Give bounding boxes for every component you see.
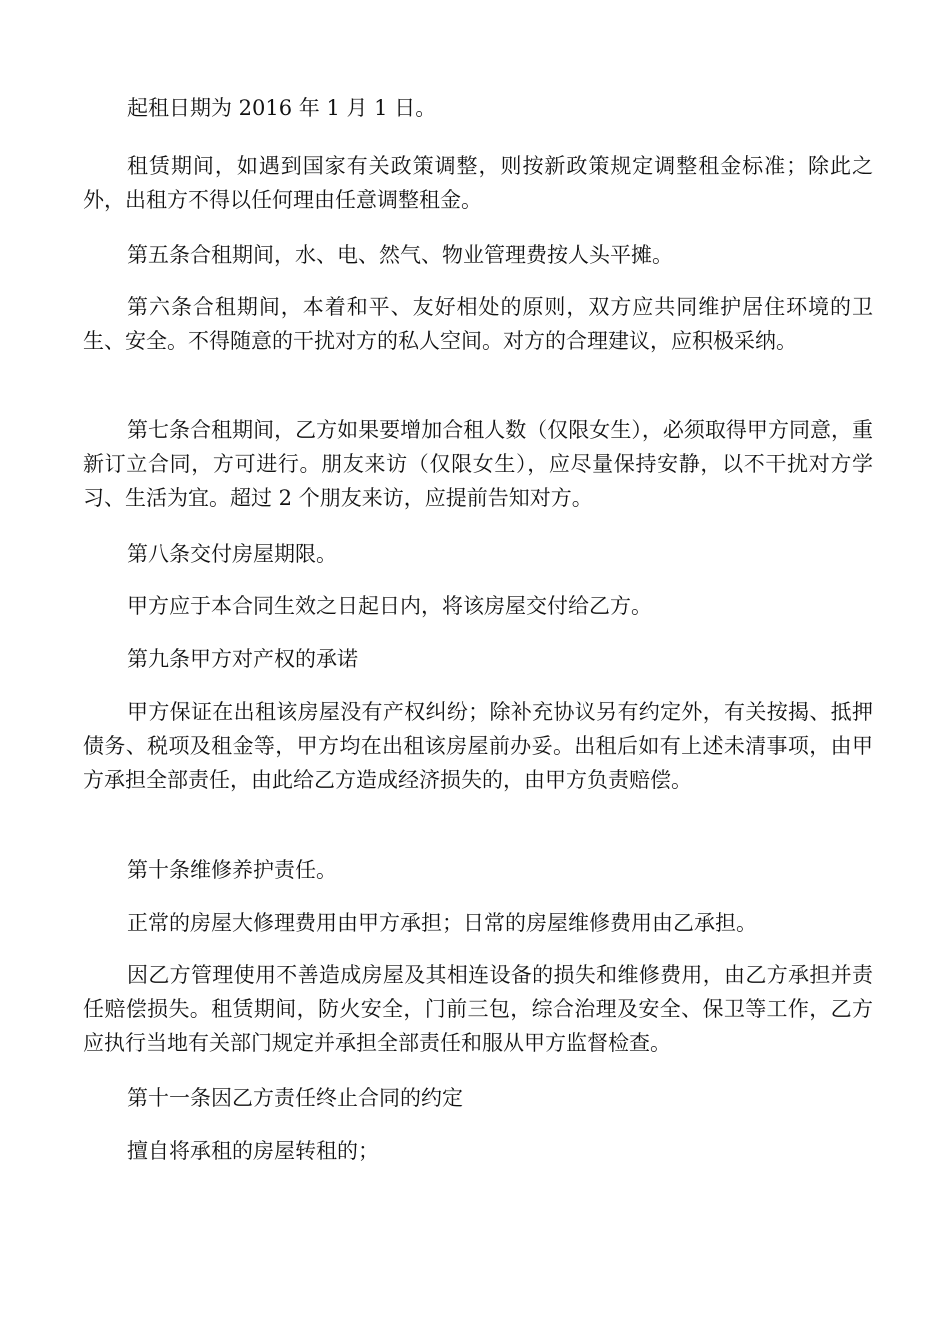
paragraph-rent-adjustment: 租赁期间，如遇到国家有关政策调整，则按新政策规定调整租金标准；除此之外，出租方不得以任何理由任意调整租金。: [83, 154, 873, 212]
paragraph-article-5: 第五条合租期间，水、电、然气、物业管理费按人头平摊。: [127, 243, 673, 267]
paragraph-property-rights: 甲方保证在出租该房屋没有产权纠纷；除补充协议另有约定外，有关按揭、抵押债务、税项及租金等，甲方均在出租该房屋前办妥。出租后如有上述未清事项，由甲方承担全部责任，由此给乙方造成经济损失的，由甲方负责赔偿。: [83, 700, 873, 792]
paragraph-article-6: 第六条合租期间，本着和平、友好相处的原则，双方应共同维护居住环境的卫生、安全。不得随意的干扰对方的私人空间。对方的合理建议，应积极采纳。: [83, 295, 873, 353]
paragraph-repair-costs: 正常的房屋大修理费用由甲方承担；日常的房屋维修费用由乙承担。: [127, 911, 757, 935]
paragraph-article-10: 第十条维修养护责任。: [127, 858, 337, 882]
paragraph-sublet: 擅自将承租的房屋转租的；: [127, 1139, 379, 1163]
paragraph-tenant-liability: 因乙方管理使用不善造成房屋及其相连设备的损失和维修费用，由乙方承担并责任赔偿损失。租赁期间，防火安全，门前三包，综合治理及安全、保卫等工作，乙方应执行当地有关部门规定并承担全部责任和服从甲方监督检查。: [83, 963, 873, 1055]
paragraph-article-8: 第八条交付房屋期限。: [127, 542, 337, 566]
paragraph-article-7: 第七条合租期间，乙方如果要增加合租人数（仅限女生），必须取得甲方同意，重新订立合同，方可进行。朋友来访（仅限女生），应尽量保持安静，以不干扰对方学习、生活为宜。超过 2 个朋友来访，应提前告知对方。: [83, 418, 873, 510]
paragraph-delivery: 甲方应于本合同生效之日起日内，将该房屋交付给乙方。: [127, 594, 652, 618]
paragraph-start-date: 起租日期为 2016 年 1 月 1 日。: [127, 96, 437, 120]
paragraph-article-11: 第十一条因乙方责任终止合同的约定: [127, 1086, 463, 1110]
paragraph-article-9: 第九条甲方对产权的承诺: [127, 647, 358, 671]
